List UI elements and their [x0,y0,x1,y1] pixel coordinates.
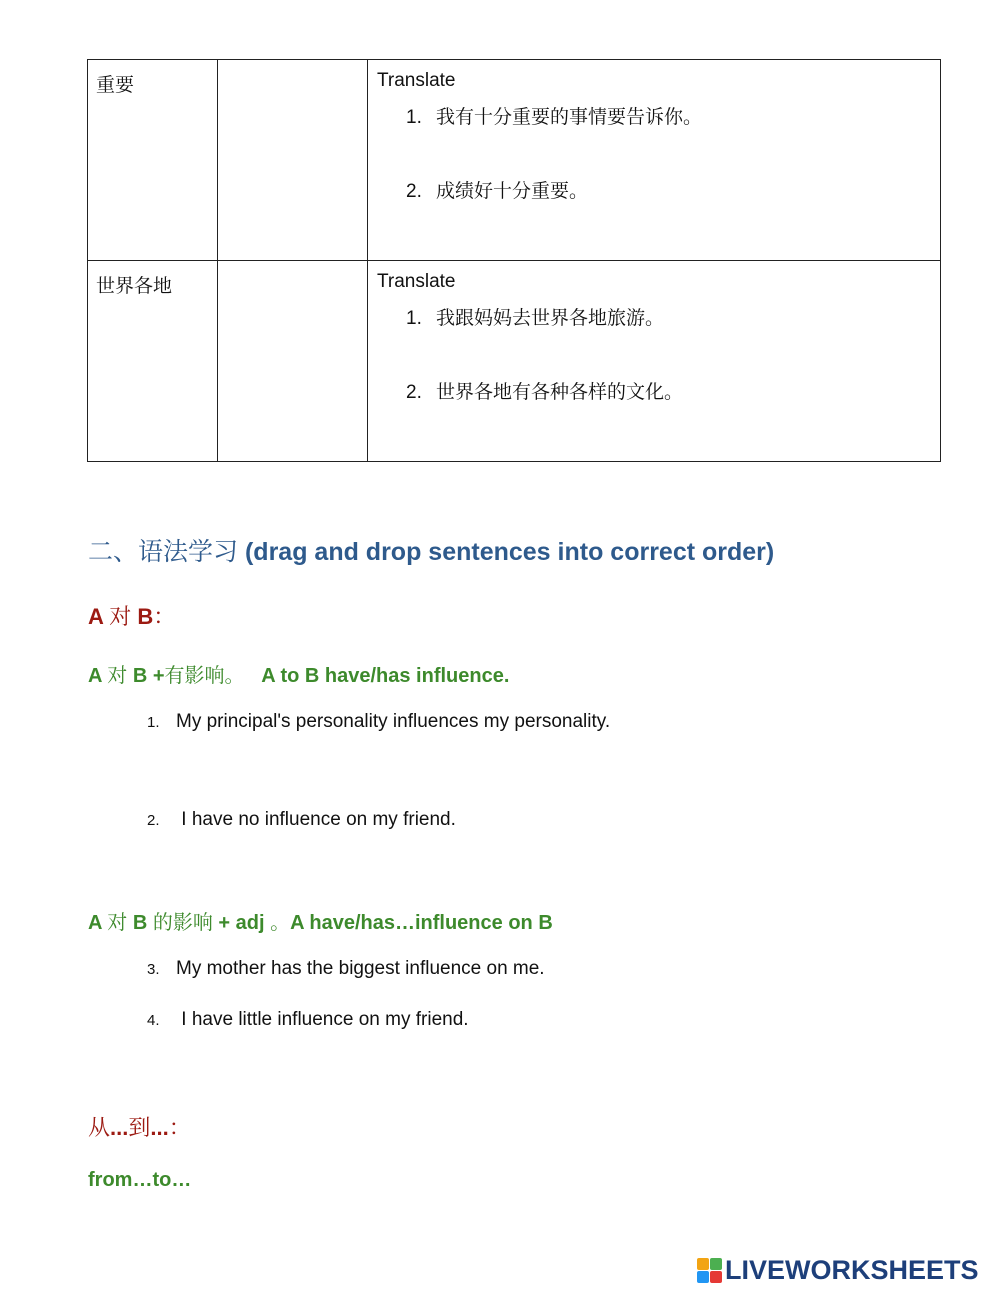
vocabulary-table [87,59,941,462]
word-cell [88,60,218,261]
grammar-heading-dui [88,600,175,631]
list-item: 1. 我有十分重要的事情要告诉你。 [406,107,703,128]
pattern-a: A [88,912,102,934]
pattern-b: B + [132,665,165,687]
sentence-text: I have little influence on my friend. [176,1009,469,1030]
translate-label: Translate [377,271,456,292]
item-number: 4. [147,1012,160,1029]
heading-a: A [88,604,104,629]
liveworksheets-logo [697,1255,979,1285]
answer-cell[interactable] [218,60,368,261]
grammar-pattern-2 [88,906,553,935]
section-title-cjk: 二、语法学习 [88,538,239,566]
draggable-sentence-4[interactable] [147,1009,469,1031]
item-number: 2. [147,812,160,829]
sentence-text: 世界各地有各种各样的文化。 [436,382,684,403]
list-item: 1. 我跟妈妈去世界各地旅游。 [406,308,665,329]
heading-dots: ... [150,1115,169,1140]
sentence-text: 成绩好十分重要。 [436,181,589,202]
list-item: 2. 成绩好十分重要。 [406,181,589,202]
word-cell [88,261,218,462]
vocab-word: 重要 [96,75,135,96]
pattern-dui: 对 [107,912,128,934]
pattern-english: from…to… [88,1169,192,1191]
draggable-sentence-3[interactable] [147,958,545,980]
heading-cong: 从 [88,1115,111,1140]
pattern-dui: 对 [107,665,128,687]
logo-mark-icon [697,1258,722,1283]
item-number: 3. [147,961,160,978]
pattern-influence: 有影响。 [164,665,245,687]
pattern-b: B [132,912,148,934]
table-row [88,60,941,261]
pattern-period: 。 [270,912,291,934]
logo-tile [697,1258,709,1270]
sentence-text: My principal's personality influences my personality. [176,711,611,732]
heading-colon: ： [153,604,176,629]
heading-dots: ... [110,1115,129,1140]
sentence-text: 我跟妈妈去世界各地旅游。 [436,308,665,329]
heading-colon: ： [168,1115,191,1140]
item-number: 1. [147,714,160,731]
heading-dao: 到 [128,1115,151,1140]
table-row [88,261,941,462]
draggable-sentence-1[interactable] [147,711,610,733]
sentence-text: I have no influence on my friend. [176,809,456,830]
pattern-english: A have/has…influence on B [290,912,553,934]
translate-cell [368,60,941,261]
pattern-a: A [88,665,102,687]
logo-tile [710,1271,722,1283]
sentence-text: My mother has the biggest influence on me. [176,958,545,979]
heading-b: B [137,604,154,629]
pattern-english: A to B have/has influence. [261,665,510,687]
pattern-adj: + adj [218,912,265,934]
grammar-pattern-from-to [88,1169,191,1192]
section-heading [88,532,774,568]
grammar-heading-cong-dao [88,1111,191,1142]
translate-cell [368,261,941,462]
logo-tile [697,1271,709,1283]
vocab-word: 世界各地 [96,276,173,297]
heading-dui: 对 [109,604,132,629]
draggable-sentence-2[interactable] [147,809,456,831]
section-title-en: (drag and drop sentences into correct order) [244,538,775,566]
translate-label: Translate [377,70,456,91]
answer-cell[interactable] [218,261,368,462]
list-item: 2. 世界各地有各种各样的文化。 [406,382,684,403]
sentence-text: 我有十分重要的事情要告诉你。 [436,107,703,128]
grammar-pattern-1 [88,659,509,688]
logo-tile [710,1258,722,1270]
logo-text: LIVEWORKSHEETS [725,1254,979,1285]
pattern-influence: 的影响 [152,912,213,934]
